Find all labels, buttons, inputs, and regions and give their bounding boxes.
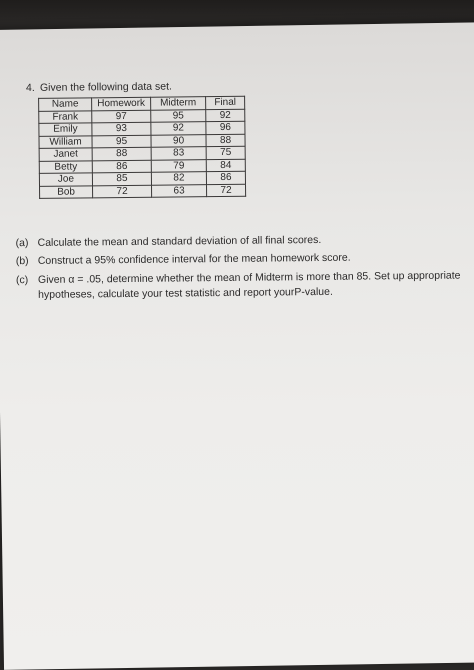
cell-final: 96 [206, 121, 245, 134]
part-b [16, 249, 474, 269]
header-midterm: Midterm [151, 97, 206, 110]
cell-midterm: 92 [151, 122, 206, 135]
header-homework: Homework [92, 97, 151, 110]
part-b-text: Construct a 95% confidence interval for the mean homework score. [37, 251, 351, 267]
cell-midterm: 63 [151, 184, 206, 197]
cell-name: Janet [39, 148, 92, 161]
cell-name: Joe [39, 173, 92, 186]
header-final: Final [206, 96, 245, 109]
cell-homework: 86 [92, 160, 151, 173]
cell-midterm: 90 [151, 134, 206, 147]
header-name: Name [39, 98, 92, 111]
cell-final: 88 [206, 134, 245, 147]
cell-homework: 95 [92, 135, 151, 148]
cell-midterm: 79 [151, 159, 206, 172]
cell-homework: 93 [92, 122, 151, 135]
part-c [16, 268, 474, 303]
part-a-text: Calculate the mean and standard deviation of all final scores. [37, 233, 322, 249]
part-c-text-line2: hypotheses, calculate your test statistic and report yourP-value. [38, 285, 333, 301]
cell-homework: 97 [92, 110, 151, 123]
cell-name: Bob [40, 185, 93, 198]
cell-name: Betty [39, 160, 92, 173]
cell-final: 72 [206, 184, 245, 197]
part-b-label: (b) [15, 255, 29, 268]
data-table [38, 96, 246, 199]
cell-homework: 88 [92, 147, 151, 160]
cell-name: William [39, 135, 92, 148]
cell-name: Frank [39, 110, 92, 123]
part-a [16, 231, 474, 251]
question-intro: Given the following data set. [39, 80, 172, 94]
cell-midterm: 95 [151, 109, 206, 122]
part-a-label: (a) [15, 237, 29, 250]
question-number: 4. [25, 81, 35, 95]
cell-homework: 85 [92, 172, 151, 185]
cell-name: Emily [39, 123, 92, 136]
cell-final: 92 [206, 109, 245, 122]
cell-midterm: 83 [151, 147, 206, 160]
cell-homework: 72 [93, 185, 152, 198]
part-c-text-line1: Given α = .05, determine whether the mean of Midterm is more than 85. Set up appropriate [37, 269, 461, 286]
cell-final: 84 [206, 159, 245, 172]
cell-final: 75 [206, 146, 245, 159]
table-row [40, 184, 246, 199]
cell-midterm: 82 [151, 172, 206, 185]
cell-final: 86 [206, 171, 245, 184]
part-c-label: (c) [15, 274, 29, 287]
